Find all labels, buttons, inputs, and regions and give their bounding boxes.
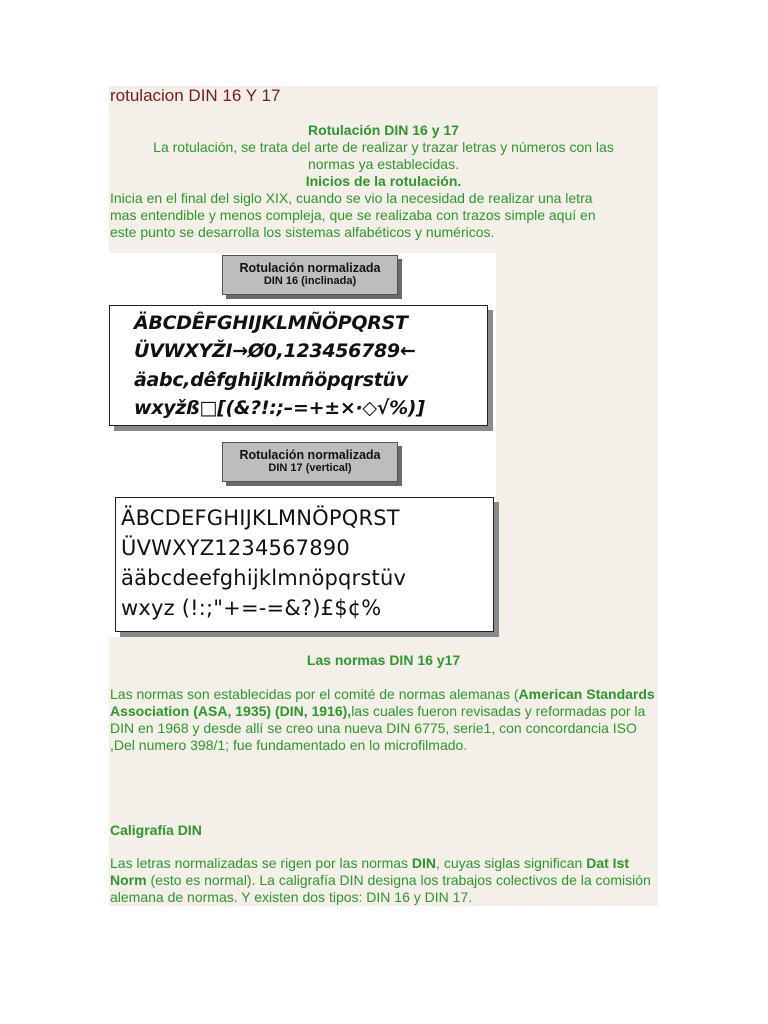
- normas-paragraph: [110, 686, 658, 754]
- din16-sample-line: ÜVWXYŽI→Ø0,123456789←: [134, 340, 416, 362]
- body-line-2: mas entendible y menos compleja, que se realizaba con trazos simple aquí en: [110, 207, 596, 223]
- normas-text-prefix: Las normas son establecidas por el comité de normas alemanas (: [110, 686, 519, 702]
- subheading-inicios: [109, 173, 658, 190]
- caligrafia-text-dat: Dat Ist Norm: [110, 855, 630, 888]
- section-heading-rotulacion: [109, 122, 658, 139]
- din16-sample-line: wxyžß□[(&?!:;–=+±×·◇√%)]: [134, 397, 425, 419]
- heading-text: Las normas DIN 16 y17: [306, 652, 461, 668]
- din-lettering-figure: [109, 253, 496, 637]
- normas-text-suffix: las cuales fueron revisadas y reformadas por la DIN en 1968 y desde allí se creo una nueva DIN 6775, serie1, con concordancia ISO ,Del numero 398/1; fue fundamentado en lo microfilmado.: [110, 703, 646, 753]
- caligrafia-paragraph: [110, 855, 658, 906]
- caligrafia-text-a: Las letras normalizadas se rigen por las normas: [110, 855, 412, 871]
- section-heading-caligrafia: [110, 822, 658, 839]
- caligrafia-text-din: DIN: [411, 855, 437, 871]
- caligrafia-text-e: (esto es normal). La caligrafía DIN designa los trabajos colectivos de la comisión alemana de normas. Y existen dos tipos: DIN 16 y DIN 17.: [110, 872, 651, 905]
- din16-label-box: [222, 255, 398, 295]
- body-line-3: este punto se desarrolla los sistemas alfabéticos y numéricos.: [110, 224, 495, 240]
- din17-sample-line: ÜVWXYZ1234567890: [121, 536, 350, 560]
- section-heading-normas: [109, 652, 658, 669]
- subheading-text: Inicios de la rotulación.: [305, 173, 462, 189]
- heading-text: Rotulación DIN 16 y 17: [308, 122, 459, 138]
- din16-label-line2: DIN 16 (inclinada): [263, 275, 357, 287]
- heading-text: Caligrafía DIN: [110, 822, 202, 838]
- intro-line-1: La rotulación, se trata del arte de realizar y trazar letras y números con las: [153, 139, 614, 155]
- normas-text-bold: American Standards Association (ASA, 1935) (DIN, 1916),: [110, 686, 655, 719]
- page-title: rotulacion DIN 16 Y 17: [110, 86, 281, 105]
- din17-sample-box: [115, 497, 494, 632]
- intro-line-2: normas ya establecidas.: [308, 156, 459, 172]
- din17-sample-line: wxyz (!:;"+=-=&?)£$¢%: [121, 596, 382, 620]
- din17-sample-line: ääbcdeefghijklmnöpqrstüv: [121, 566, 407, 590]
- din16-sample-line: äabc,dêfghijklmñöpqrstüv: [134, 369, 408, 391]
- body-line-1: Inicia en el final del siglo XIX, cuando se vio la necesidad de realizar una letra: [110, 190, 593, 206]
- din17-label-box: [222, 442, 398, 482]
- din17-label-line2: DIN 17 (vertical): [268, 462, 352, 474]
- din16-label-line1: Rotulación normalizada: [239, 261, 381, 275]
- din17-sample-line: ÄBCDEFGHIJKLMNÖPQRST: [121, 506, 400, 530]
- caligrafia-text-c: , cuyas siglas significan: [436, 855, 587, 871]
- din16-sample-box: [109, 305, 488, 426]
- din17-label-line1: Rotulación normalizada: [239, 448, 381, 462]
- din16-sample-line: ÄBCDÊFGHIJKLMÑÖPQRST: [134, 312, 408, 334]
